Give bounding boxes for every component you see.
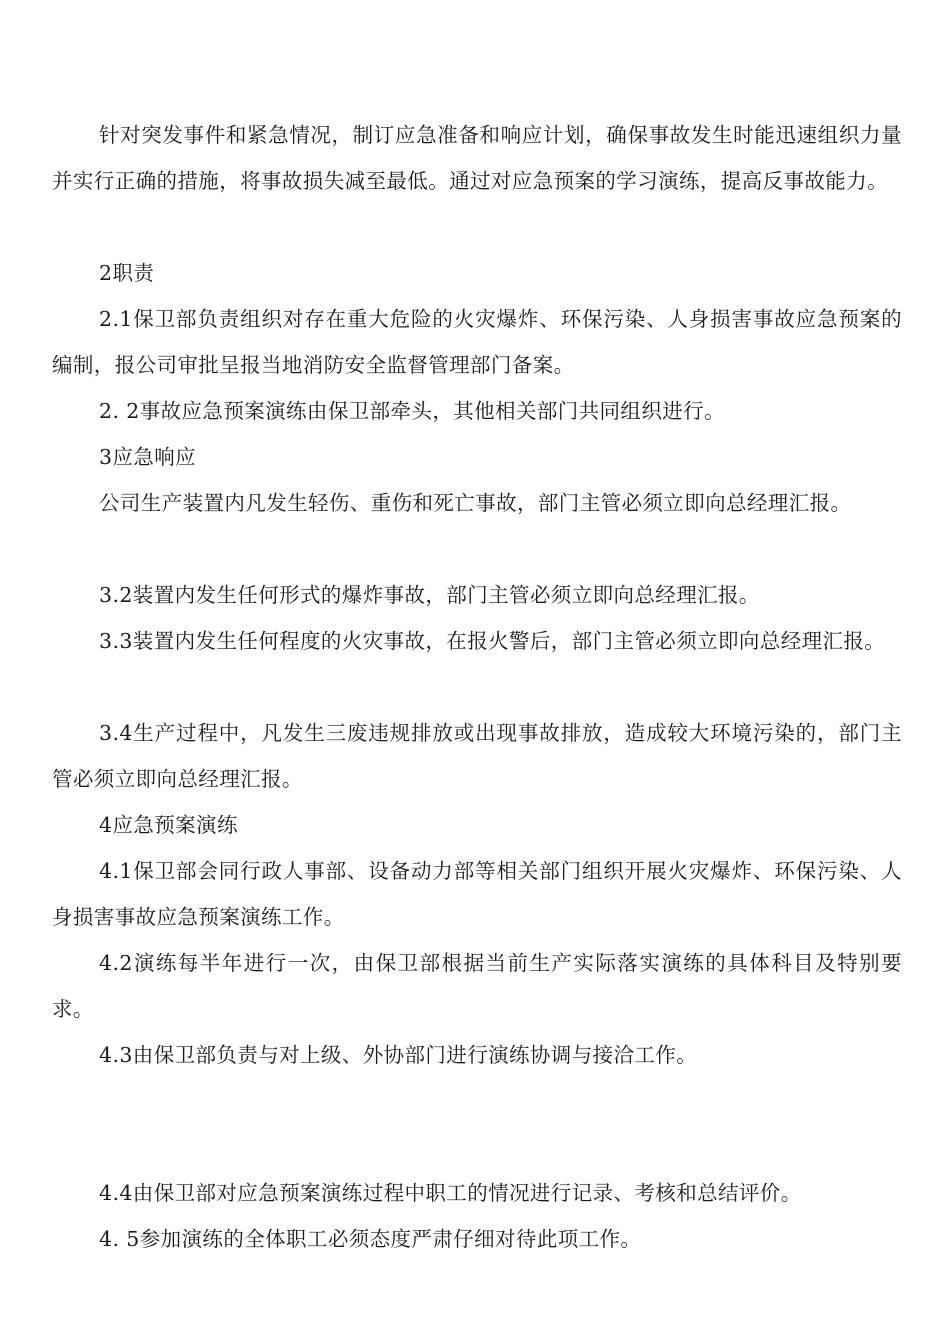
heading-2: 2职责 (99, 261, 155, 285)
paragraph-4-2: 4.2演练每半年进行一次，由保卫部根据当前生产实际落实演练的具体科目及特别要求。 (52, 951, 902, 1021)
paragraph-4-3: 4.3由保卫部负责与对上级、外协部门进行演练协调与接洽工作。 (99, 1043, 698, 1067)
heading-4: 4应急预案演练 (99, 813, 238, 837)
paragraph-intro: 针对突发事件和紧急情况，制订应急准备和响应计划，确保事故发生时能迅速组织力量并实行正确的措施，将事故损失减至最低。通过对应急预案的学习演练，提高反事故能力。 (52, 123, 902, 193)
paragraph-2-2: 2. 2事故应急预案演练由保卫部牵头，其他相关部门共同组织进行。 (99, 399, 725, 423)
heading-3: 3应急响应 (99, 445, 197, 469)
paragraph-2-1: 2.1保卫部负责组织对存在重大危险的火灾爆炸、环保污染、人身损害事故应急预案的编制，报公司审批呈报当地消防安全监督管理部门备案。 (52, 307, 902, 377)
paragraph-4-5: 4. 5参加演练的全体职工必须态度严肃仔细对待此项工作。 (99, 1227, 642, 1251)
paragraph-3-4: 3.4生产过程中，凡发生三废违规排放或出现事故排放，造成较大环境污染的，部门主管必须立即向总经理汇报。 (52, 721, 902, 791)
paragraph-4-1: 4.1保卫部会同行政人事部、设备动力部等相关部门组织开展火灾爆炸、环保污染、人身损害事故应急预案演练工作。 (52, 859, 902, 929)
paragraph-3-2: 3.2装置内发生任何形式的爆炸事故，部门主管必须立即向总经理汇报。 (99, 583, 760, 607)
paragraph-3-3: 3.3装置内发生任何程度的火灾事故，在报火警后，部门主管必须立即向总经理汇报。 (99, 629, 886, 653)
paragraph-4-4: 4.4由保卫部对应急预案演练过程中职工的情况进行记录、考核和总结评价。 (99, 1181, 802, 1205)
paragraph-3-1: 公司生产装置内凡发生轻伤、重伤和死亡事故，部门主管必须立即向总经理汇报。 (99, 491, 852, 515)
